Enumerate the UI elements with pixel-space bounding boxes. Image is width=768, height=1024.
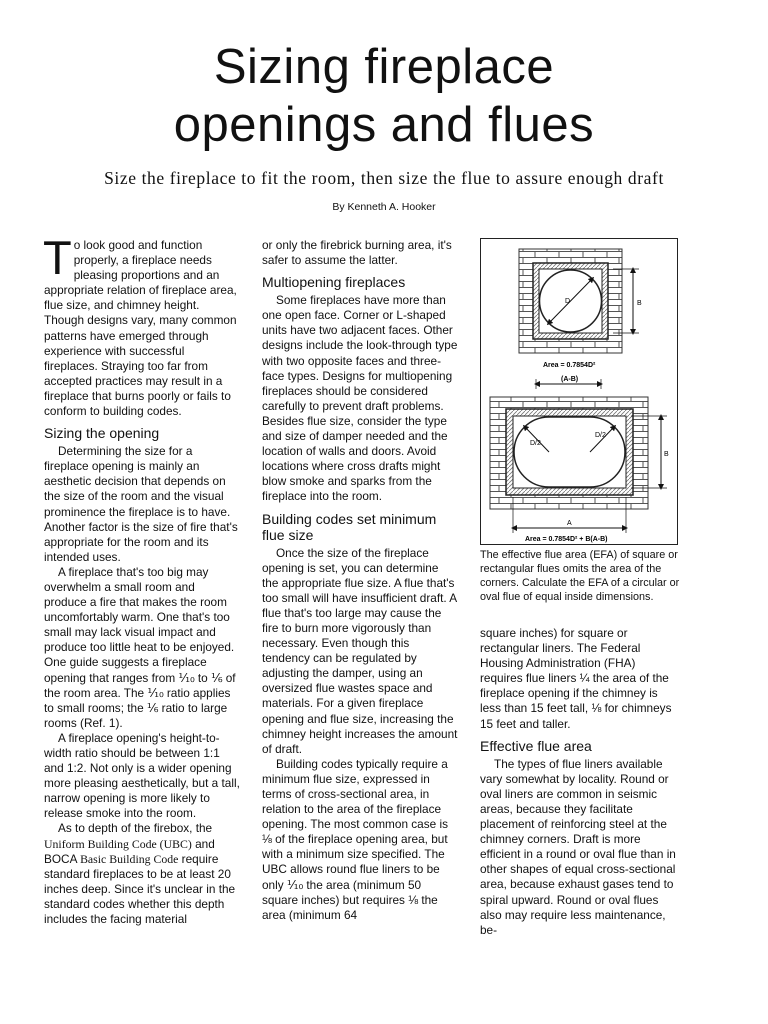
paragraph-efa: The types of flue liners available vary somewhat by locality. Round or oval liners are common in seismic areas, because they facilitate placement of reinforcing steel at the chimney corners. Draft is more efficient in a round or oval flue than in other shapes of equal cross-sectional area, because exhaust gases tend to spiral upward. Round or oval flues also may require less maintenance, be- xyxy=(480,756,676,937)
column-3 xyxy=(480,626,678,938)
heading-effective-flue-area: Effective flue area xyxy=(480,737,592,754)
boca-code-name: Basic Building Code xyxy=(80,851,179,866)
drop-cap: T xyxy=(43,231,72,284)
label-b-bottom: B xyxy=(664,451,669,458)
paragraph-codes-2: Building codes typically require a minimum flue size, expressed in terms of cross-sectional area, in relation to the area of the fireplace opening. The most common case is ⅛ of the fireplace opening area, but with a minimum size specified. The UBC allows round flue liners to be only ⅒ the area (minimum 50 square inches) but requires ⅛ the area (minimum 64 xyxy=(262,756,449,922)
label-area-square: Area = 0.7854D² xyxy=(543,362,596,369)
column-1 xyxy=(43,231,240,927)
heading-multiopening: Multiopening fireplaces xyxy=(262,274,406,291)
paragraph-multiopening: Some fireplaces have more than one open face. Corner or L-shaped units have two adjacent faces. Other designs include the look-through type with two opposite faces and three-face types. Designs for multiopening fireplaces should be considered carefully to prevent draft problems. Besides flue size, consider the type and size of damper needed and the location of walls and doors. Avoid locations where cross drafts might blow smoke and sparks from the fireplace into the room. xyxy=(262,293,458,504)
paragraph-sizing-4-b: and BOCA xyxy=(44,836,215,866)
intro-text: o look good and function properly, a fireplace needs pleasing proportions and an appropriate relation of fireplace area, flue size, and chimney height. Though designs vary, many common patterns have emerged through experience with successful fireplaces. Straying too far from accepted practices may result in a fireplace that burns poorly or fails to conform to building codes. xyxy=(44,238,237,419)
label-d: D xyxy=(565,298,571,305)
label-area-rect: Area = 0.7854D² + B(A-B) xyxy=(525,536,608,543)
flue-diagram-figure xyxy=(480,238,678,545)
title-line-2: openings and flues xyxy=(173,98,595,152)
paragraph-sizing-2: A fireplace that's too big may overwhelm a small room and produce a fire that makes the room uncomfortably warm. One that's too small may lack visual impact and produce too little heat to be enjoyed. One guide suggests a fireplace opening that ranges from ⅒ to ⅙ of the room area. The ⅒ ratio applies to small rooms; the ⅙ ratio to large rooms (Ref. 1). xyxy=(44,564,236,730)
paragraph-codes-1: Once the size of the fireplace opening is set, you can determine the appropriate flue size. A flue that's too small will have insufficient draft. A flue that's too large may cause the fire to burn more vigorously than necessary. Even though this tendency can be regulated by adjusting the damper, using an oversized flue wastes space and materials. For a given fireplace opening and flue size, increasing the chimney height increases the amount of draft. xyxy=(262,545,458,756)
title-line-1: Sizing fireplace xyxy=(213,40,555,94)
square-flue-diagram xyxy=(519,249,642,369)
label-d-half-right: D/2 xyxy=(595,432,606,439)
heading-building-codes: Building codes set minimum flue size xyxy=(262,510,437,543)
label-a-minus-b: (A-B) xyxy=(561,376,579,383)
heading-sizing-opening: Sizing the opening xyxy=(44,425,160,442)
article-subtitle: Size the fireplace to fit the room, then size the flue to assure enough draft xyxy=(104,168,664,188)
label-b-top: B xyxy=(637,300,642,307)
label-a: A xyxy=(567,520,572,527)
figure-caption: The effective flue area (EFA) of square or rectangular flues omits the area of the corners. Calculate the EFA of a circular or oval flue of equal inside dimensions. xyxy=(480,549,680,603)
label-d-half-left: D/2 xyxy=(530,440,541,447)
paragraph-col3-continued: square inches) for square or rectangular liners. The Federal Housing Administration (FHA) requires flue liners ¼ the area of the fireplace opening if the chimney is less than 15 feet tall, ⅛ for chimneys 15 feet and taller. xyxy=(480,626,672,731)
article-title xyxy=(0,38,768,154)
paragraph-sizing-4 xyxy=(44,821,240,927)
paragraph-sizing-1: Determining the size for a fireplace opening is mainly an aesthetic decision that depends on the size of the room and the visual prominence the fireplace is to have. Another factor is the size of fire that's appropriate for the room and its intended uses. xyxy=(44,444,238,564)
paragraph-sizing-3: A fireplace opening's height-to-width ratio should be between 1:1 and 1:2. Not only is a wider opening more pleasing aesthetically, but a tall, narrow opening is more likely to release smoke into the room. xyxy=(44,730,240,821)
paragraph-continued: or only the firebrick burning area, it's safer to assume the latter. xyxy=(262,238,452,268)
rectangular-flue-diagram xyxy=(490,376,669,543)
paragraph-sizing-4-a: As to depth of the firebox, the xyxy=(58,821,213,836)
flue-diagram xyxy=(481,239,679,546)
ubc-code-name: Uniform Building Code (UBC) xyxy=(44,836,192,851)
intro-paragraph xyxy=(43,231,240,419)
byline: By Kenneth A. Hooker xyxy=(332,201,436,213)
paragraph-sizing-4-c: require standard fireplaces to be at least 20 inches deep. Since it's unclear in the standard codes whether this depth includes the facing material xyxy=(44,851,236,927)
column-2 xyxy=(262,238,458,923)
